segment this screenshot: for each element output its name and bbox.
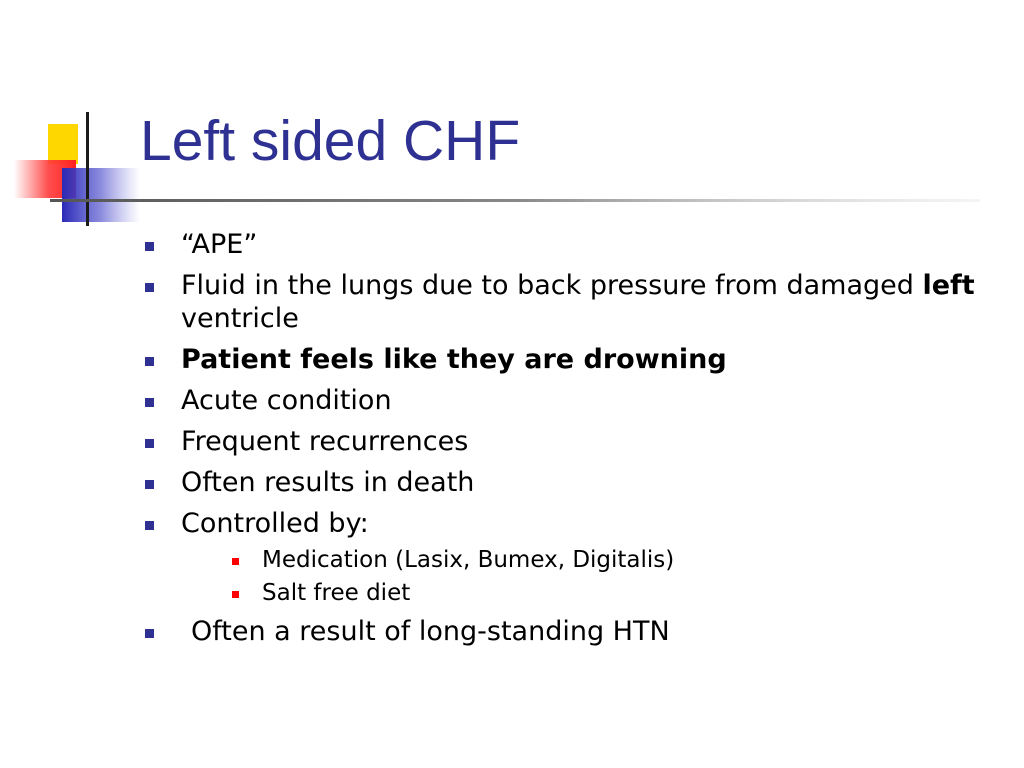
slide-title: Left sided CHF (140, 109, 521, 173)
sub-bullet-salt-text: Salt free diet (262, 580, 411, 606)
bullet-ape-text: “APE” (181, 229, 258, 260)
bullet-death-text: Often results in death (181, 467, 475, 498)
bullet-controlled-text: Controlled by: (181, 508, 369, 539)
bullet-acute (145, 384, 985, 417)
bullet-drowning (145, 343, 985, 376)
bullet-fluid-text-end: ventricle (181, 303, 299, 334)
title-underline (50, 199, 980, 202)
deco-vertical-line (86, 112, 89, 226)
bullet-death (145, 466, 985, 499)
bullet-fluid (145, 269, 985, 335)
deco-blue-square (62, 168, 140, 222)
deco-yellow-square (48, 124, 78, 164)
bullet-fluid-bold: left (922, 270, 975, 301)
bullet-acute-text: Acute condition (181, 385, 392, 416)
sub-bullet-salt (226, 579, 985, 607)
sub-bullet-medication (226, 546, 985, 574)
bullet-ape (145, 228, 985, 261)
bullet-list (145, 228, 985, 656)
bullet-fluid-text: Fluid in the lungs due to back pressure from damaged (181, 270, 923, 301)
sub-bullet-medication-text: Medication (Lasix, Bumex, Digitalis) (262, 547, 675, 573)
bullet-htn-text: Often a result of long-standing HTN (191, 616, 670, 647)
bullet-htn (145, 615, 985, 648)
bullet-controlled (145, 507, 985, 607)
sub-bullet-list (181, 546, 985, 607)
bullet-recurrences-text: Frequent recurrences (181, 426, 469, 457)
bullet-drowning-text: Patient feels like they are drowning (181, 344, 727, 375)
bullet-recurrences (145, 425, 985, 458)
